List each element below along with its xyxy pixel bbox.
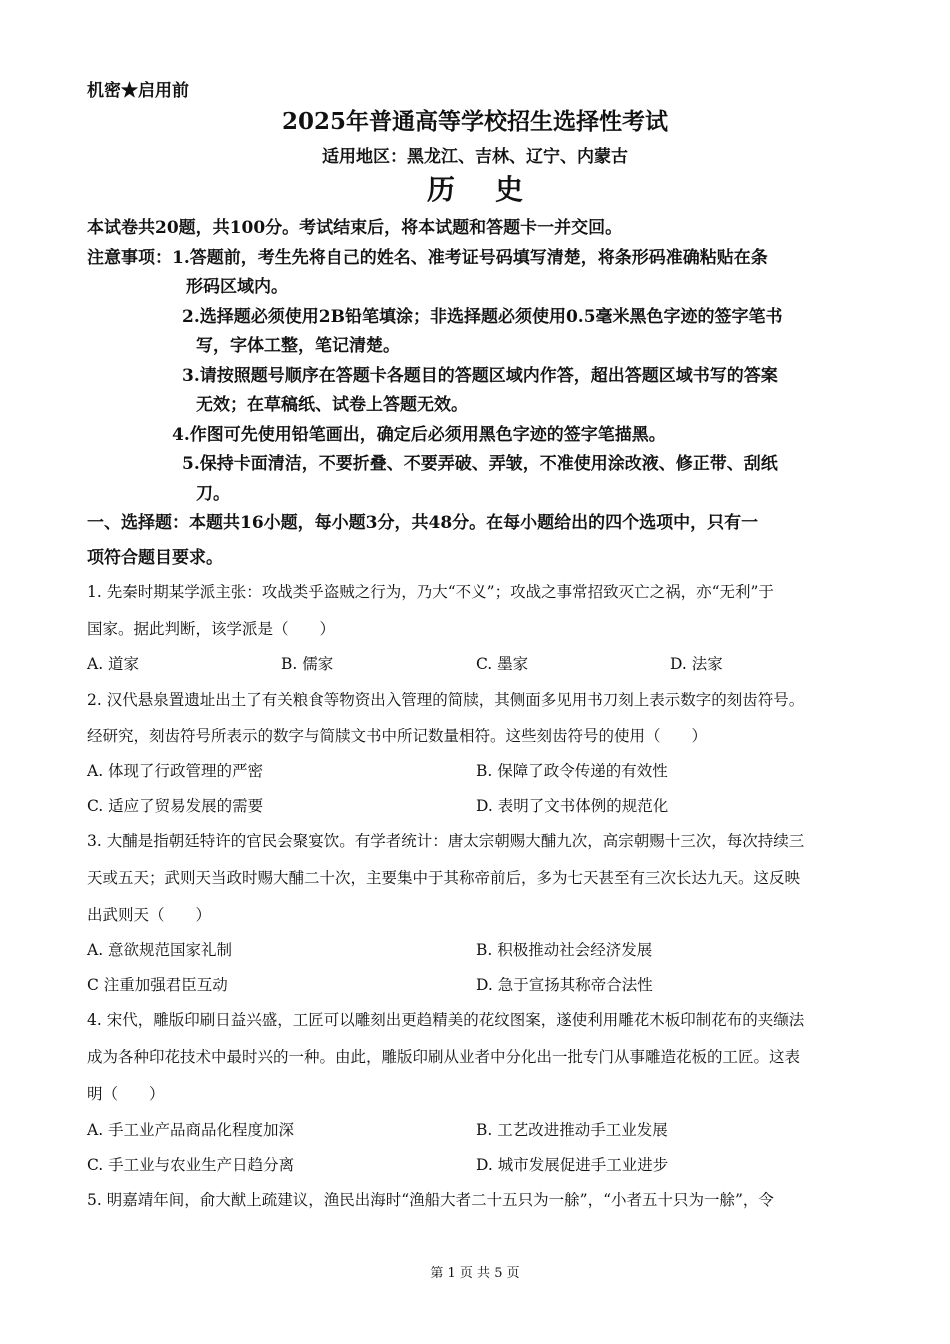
question-5-stem: 5. 明嘉靖年间，俞大猷上疏建议，渔民出海时“渔船大者二十五只为一艅”，“小者五十只为一艅”，令 [87,1191,774,1209]
q1-option-b: B. 儒家 [281,655,334,673]
question-3-stem-end: 出武则天（ ） [87,906,212,924]
q2-option-c: C. 适应了贸易发展的需要 [87,797,264,815]
q4-option-c: C. 手工业与农业生产日趋分离 [87,1156,295,1174]
subject-title: 历史 [426,173,563,206]
page-footer: 第 1 页 共 5 页 [430,1266,520,1281]
q4-option-a: A. 手工业产品商品化程度加深 [87,1121,295,1139]
notice-item-3-cont: 无效；在草稿纸、试卷上答题无效。 [196,395,468,415]
question-3-stem-cont: 天或五天；武则天当政时赐大酺二十次，主要集中于其称帝前后，多为七天甚至有三次长达九天。这反映 [87,869,801,887]
intro-text: 本试卷共20题，共100分。考试结束后，将本试题和答题卡一并交回。 [87,218,623,238]
q3-option-d: D. 急于宣扬其称帝合法性 [476,976,653,994]
q4-option-d: D. 城市发展促进手工业进步 [476,1156,669,1174]
notice-item-2-cont: 写，字体工整，笔记清楚。 [196,336,400,356]
question-2-stem-cont: 经研究，刻齿符号所表示的数字与简牍文书中所记数量相符。这些刻齿符号的使用（ ） [87,727,708,745]
confidential-mark: 机密★启用前 [87,81,189,101]
region-line: 适用地区：黑龙江、吉林、辽宁、内蒙古 [322,147,628,167]
question-3-stem: 3. 大酺是指朝廷特许的官民会聚宴饮。有学者统计：唐太宗朝赐大酺九次，高宗朝赐十三次，每次持续三 [87,832,805,850]
notice-item-5-cont: 刀。 [196,484,230,504]
q2-option-d: D. 表明了文书体例的规范化 [476,797,669,815]
question-4-stem: 4. 宋代，雕版印刷日益兴盛，工匠可以雕刻出更趋精美的花纹图案，遂使利用雕花木板印制花布的夹缬法 [87,1011,805,1029]
q4-option-b: B. 工艺改进推动手工业发展 [476,1121,668,1139]
question-1-stem-cont: 国家。据此判断，该学派是（ ） [87,620,336,638]
notice-label: 注意事项： [87,248,172,268]
section-heading: 一、选择题：本题共16小题，每小题3分，共48分。在每小题给出的四个选项中，只有一 [87,513,759,533]
q1-option-d: D. 法家 [670,655,723,673]
question-4-stem-end: 明（ ） [87,1085,165,1103]
question-2-stem: 2. 汉代悬泉置遗址出土了有关粮食等物资出入管理的简牍，其侧面多见用书刀刻上表示数字的刻齿符号。 [87,691,805,709]
q1-option-c: C. 墨家 [476,655,529,673]
question-4-stem-cont: 成为各种印花技术中最时兴的一种。由此，雕版印刷从业者中分化出一批专门从事雕造花板的工匠。这表 [87,1048,801,1066]
q1-option-a: A. 道家 [87,655,140,673]
q2-option-a: A. 体现了行政管理的严密 [87,762,264,780]
question-1-stem: 1. 先秦时期某学派主张：攻战类乎盗贼之行为，乃大“不义”；攻战之事常招致灭亡之祸，亦“无利”于 [87,583,774,601]
section-heading-cont: 项符合题目要求。 [87,548,223,568]
notice-item-1: 1.答题前，考生先将自己的姓名、准考证号码填写清楚，将条形码准确粘贴在条 [172,248,768,268]
exam-title: 2025年普通高等学校招生选择性考试 [281,108,668,135]
notice-item-5: 5.保持卡面清洁，不要折叠、不要弄破、弄皱，不准使用涂改液、修正带、刮纸 [182,454,778,474]
q3-option-c: C 注重加强君臣互动 [87,976,228,994]
notice-item-3: 3.请按照题号顺序在答题卡各题目的答题区域内作答，超出答题区域书写的答案 [182,366,778,386]
q2-option-b: B. 保障了政令传递的有效性 [476,762,668,780]
q3-option-b: B. 积极推动社会经济发展 [476,941,653,959]
notice-item-2: 2.选择题必须使用2B铅笔填涂；非选择题必须使用0.5毫米黑色字迹的签字笔书 [182,307,783,327]
notice-item-1-cont: 形码区域内。 [186,277,288,297]
notice-item-4: 4.作图可先使用铅笔画出，确定后必须用黑色字迹的签字笔描黑。 [172,425,666,445]
q3-option-a: A. 意欲规范国家礼制 [87,941,233,959]
